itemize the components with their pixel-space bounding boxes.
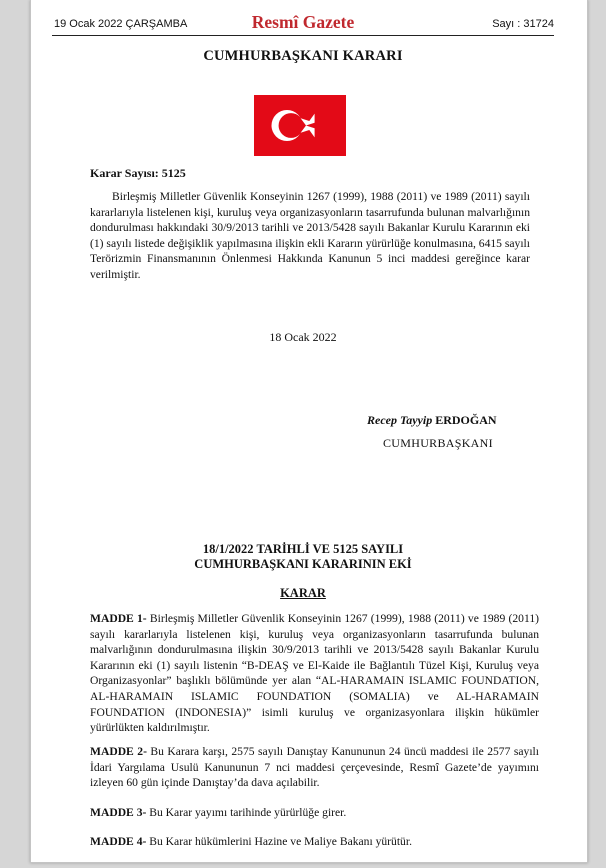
article-2-label: MADDE 2- (90, 745, 147, 758)
article-4 (90, 834, 539, 850)
preamble-paragraph: Birleşmiş Milletler Güvenlik Konseyinin 1267 (1999), 1988 (2011) ve 1989 (2011) sayılı kararlarıyla listelenen kişi, kuruluş veya organizasyonların tasarrufunda bulunan malvarlığının dondurulması hakkındaki 30/9/2013 tarihli ve 2013/5428 sayılı Bakanlar Kurulu Kararının eki (1) sayılı listede değişiklik yapılmasına ilişkin ekli Kararın yürürlüğe konulmasına, 6415 sayılı Terörizmin Finansmanının Önlenmesi Hakkında Kanunun 5 inci maddesi gereğince karar verilmiştir. (90, 190, 530, 281)
article-3 (90, 805, 539, 821)
article-4-label: MADDE 4- (90, 835, 147, 848)
annex-karar-heading: KARAR (280, 586, 326, 600)
annex-heading-line1: 18/1/2022 TARİHLİ VE 5125 SAYILI (202, 542, 404, 556)
header-divider (52, 35, 554, 36)
signer-last-name: ERDOĞAN (435, 413, 497, 427)
gazette-title: Resmî Gazete (251, 12, 355, 32)
article-3-text: Bu Karar yayımı tarihinde yürürlüğe girer. (146, 806, 347, 819)
signer-name (367, 413, 497, 428)
article-1-label: MADDE 1- (90, 612, 147, 625)
document-title: CUMHURBAŞKANI KARARI (203, 48, 403, 64)
turkish-flag-icon (254, 95, 346, 156)
header-date: 19 Ocak 2022 ÇARŞAMBA (54, 18, 188, 30)
signer-first-name: Recep Tayyip (367, 413, 436, 427)
decision-number: Karar Sayısı: 5125 (90, 166, 186, 180)
article-2 (90, 744, 539, 791)
decision-date: 18 Ocak 2022 (269, 330, 337, 344)
article-1-text: Birleşmiş Milletler Güvenlik Konseyinin 1267 (1999), 1988 (2011) ve 1989 (2011) sayılı kararlarıyla listelenen kişi, kuruluş veya organizasyonların tasarrufunda bulunan malvarlığının dondurulmasına ilişkin 30/9/2013 tarihli ve 2013/5428 sayılı Bakanlar Kurulu Kararının eki (1) sayılı listenin “B-DEAŞ ve El-Kaide ile Bağlantılı Tüzel Kişi, Kuruluş veya Organizasyonlar” başlıklı bölümünde yer alan “AL-HARAMAIN ISLAMIC FOUNDATION, AL-HARAMAIN ISLAMIC FOUNDATION (SOMALIA) ve AL-HARAMAIN FOUNDATION (INDONESIA)” isimli kuruluş ve organizasyonlara ilişkin hükümler yürürlükten kaldırılmıştır. (90, 612, 539, 735)
signer-title: CUMHURBAŞKANI (383, 436, 493, 450)
article-4-text: Bu Karar hükümlerini Hazine ve Maliye Bakanı yürütür. (146, 835, 412, 848)
article-1 (90, 611, 539, 736)
article-3-label: MADDE 3- (90, 806, 147, 819)
issue-number: Sayı : 31724 (492, 18, 554, 30)
article-2-text: Bu Karara karşı, 2575 sayılı Danıştay Kanununun 24 üncü maddesi ile 2577 sayılı İdari Yargılama Usulü Kanununun 7 nci maddesi çerçevesinde, Resmî Gazete’de yayımını izleyen 60 gün içinde Danıştay’da dava açılabilir. (90, 745, 539, 790)
annex-heading-line2: CUMHURBAŞKANI KARARININ EKİ (194, 557, 412, 571)
